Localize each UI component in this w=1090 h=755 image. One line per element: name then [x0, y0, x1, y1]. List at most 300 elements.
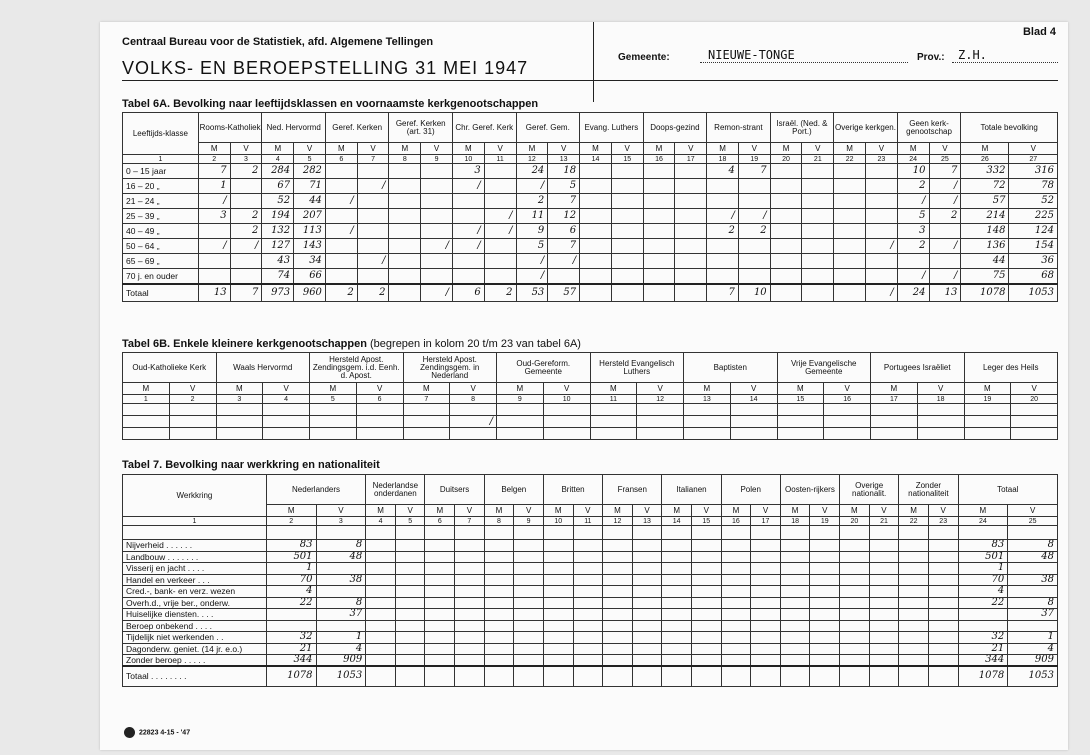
- count-cell: 2: [738, 224, 770, 239]
- count-cell: [637, 428, 684, 440]
- count-cell: [389, 254, 421, 269]
- count-cell: 18: [548, 164, 580, 179]
- blank-cell: [928, 586, 958, 598]
- blank-cell: [484, 620, 514, 632]
- blank-cell: [780, 643, 810, 655]
- age-class-label: 40 – 49 „: [123, 224, 199, 239]
- v-header: V: [751, 505, 781, 517]
- total-cell: [580, 284, 612, 302]
- blank-cell: [899, 620, 929, 632]
- total-cell: [1008, 563, 1058, 575]
- m-header: M: [389, 143, 421, 155]
- blank-cell: [366, 597, 396, 609]
- blank-cell: [514, 643, 544, 655]
- count-cell: 2: [707, 224, 739, 239]
- table-row: [123, 269, 1058, 284]
- blank-cell: [632, 655, 662, 667]
- blank-cell: [632, 609, 662, 621]
- col-number: 7: [403, 395, 450, 404]
- count-cell: 7: [929, 164, 961, 179]
- blank-cell: [573, 526, 603, 540]
- blank-cell: [455, 609, 485, 621]
- blank-cell: [395, 563, 425, 575]
- col-number: 24: [958, 517, 1008, 526]
- blank-cell: [721, 563, 751, 575]
- count-cell: [802, 194, 834, 209]
- blank-cell: [514, 563, 544, 575]
- blank-cell: [484, 597, 514, 609]
- v-header: V: [1008, 505, 1058, 517]
- col-number: 6: [425, 517, 455, 526]
- blank-cell: [455, 643, 485, 655]
- col-number: 23: [928, 517, 958, 526]
- total-cell: 1053: [1009, 284, 1058, 302]
- count-cell: 214: [961, 209, 1009, 224]
- werkkring-label: Zonder beroep . . . . .: [123, 655, 267, 667]
- col-number: 9: [421, 155, 453, 164]
- count-cell: 2: [516, 194, 548, 209]
- count-cell: [356, 428, 403, 440]
- blank-cell: [751, 620, 781, 632]
- count-cell: 52: [1009, 194, 1058, 209]
- col-number: 4: [263, 395, 310, 404]
- count-cell: [707, 254, 739, 269]
- count-cell: [484, 269, 516, 284]
- count-cell: [865, 269, 897, 284]
- col-header: Nederlanders: [266, 475, 365, 505]
- total-cell: 1: [958, 563, 1008, 575]
- blank-cell: [514, 597, 544, 609]
- col-number: 17: [871, 395, 918, 404]
- blank-cell: [395, 551, 425, 563]
- col-number: 20: [1011, 395, 1058, 404]
- count-cell: [730, 428, 777, 440]
- blank-cell: [395, 632, 425, 644]
- blank-cell: [780, 540, 810, 552]
- count-cell: [497, 416, 544, 428]
- m-header: M: [603, 505, 633, 517]
- blank-cell: [721, 586, 751, 598]
- count-cell: /: [707, 209, 739, 224]
- total-cell: 37: [1008, 609, 1058, 621]
- blank-cell: [780, 632, 810, 644]
- blank-cell: [573, 597, 603, 609]
- blank-cell: [840, 609, 870, 621]
- m-header: M: [310, 383, 357, 395]
- count-cell: [611, 224, 643, 239]
- table-row: [123, 209, 1058, 224]
- col-header: Totale bevolking: [961, 113, 1058, 143]
- m-header: M: [590, 383, 637, 395]
- count-cell: [357, 269, 389, 284]
- blank-cell: [691, 574, 721, 586]
- col-number: 10: [543, 395, 590, 404]
- count-cell: [389, 239, 421, 254]
- count-cell: [325, 179, 357, 194]
- count-cell: [484, 239, 516, 254]
- count-cell: 7: [198, 164, 230, 179]
- total-cell: 13: [198, 284, 230, 302]
- count-cell: [865, 179, 897, 194]
- blank-cell: [840, 666, 870, 686]
- count-cell: [123, 428, 170, 440]
- count-cell: 344: [266, 655, 316, 667]
- blank-cell: [721, 574, 751, 586]
- blank-cell: [869, 540, 899, 552]
- blank-cell: [721, 666, 751, 686]
- count-cell: [675, 224, 707, 239]
- v-header: V: [455, 505, 485, 517]
- blank-cell: [395, 574, 425, 586]
- blank-cell: [455, 526, 485, 540]
- count-cell: [421, 254, 453, 269]
- count-cell: [834, 179, 866, 194]
- count-cell: [580, 164, 612, 179]
- count-cell: [643, 224, 675, 239]
- blank-cell: [662, 526, 692, 540]
- blank-cell: [573, 563, 603, 575]
- count-cell: 225: [1009, 209, 1058, 224]
- count-cell: [643, 269, 675, 284]
- v-header: V: [316, 505, 366, 517]
- count-cell: /: [897, 194, 929, 209]
- table-row: [123, 563, 1058, 575]
- blank-cell: [662, 574, 692, 586]
- blank-cell: [425, 526, 455, 540]
- blank-cell: [721, 526, 751, 540]
- blank-cell: [366, 586, 396, 598]
- count-cell: /: [516, 179, 548, 194]
- count-cell: [637, 416, 684, 428]
- col-header: Polen: [721, 475, 780, 505]
- blank-cell: [662, 643, 692, 655]
- blank-cell: [751, 574, 781, 586]
- count-cell: 3: [897, 224, 929, 239]
- count-cell: [964, 428, 1011, 440]
- count-cell: 43: [262, 254, 294, 269]
- census-form-sheet: [100, 22, 1068, 750]
- count-cell: 2: [929, 209, 961, 224]
- col-number: 26: [961, 155, 1009, 164]
- count-cell: 52: [262, 194, 294, 209]
- col-number: 8: [389, 155, 421, 164]
- bureau-name: Centraal Bureau voor de Statistiek, afd. Algemene Tellingen: [122, 36, 434, 48]
- count-cell: [802, 209, 834, 224]
- blank-cell: [810, 666, 840, 686]
- col-number: 17: [751, 517, 781, 526]
- col-number: 19: [810, 517, 840, 526]
- count-cell: [643, 179, 675, 194]
- m-header: M: [662, 505, 692, 517]
- blank-cell: [662, 586, 692, 598]
- blank-cell: [484, 551, 514, 563]
- blank-cell: [425, 620, 455, 632]
- count-cell: [357, 164, 389, 179]
- m-header: M: [216, 383, 263, 395]
- blank-cell: [425, 563, 455, 575]
- count-cell: [684, 416, 731, 428]
- count-cell: [325, 269, 357, 284]
- blank-cell: [632, 526, 662, 540]
- col-number: 11: [484, 155, 516, 164]
- count-cell: [611, 269, 643, 284]
- count-cell: 154: [1009, 239, 1058, 254]
- blank-cell: [899, 643, 929, 655]
- blank-cell: [840, 551, 870, 563]
- m-header: M: [721, 505, 751, 517]
- table-row: [123, 179, 1058, 194]
- blank-cell: [810, 620, 840, 632]
- count-cell: [590, 416, 637, 428]
- count-cell: [421, 179, 453, 194]
- total-cell: 344: [958, 655, 1008, 667]
- count-cell: [316, 620, 366, 632]
- blank-cell: [395, 655, 425, 667]
- count-cell: [770, 209, 802, 224]
- count-cell: 24: [516, 164, 548, 179]
- count-cell: [484, 179, 516, 194]
- v-header: V: [484, 143, 516, 155]
- count-cell: [707, 194, 739, 209]
- blank-cell: [573, 655, 603, 667]
- blank-cell: [425, 574, 455, 586]
- table-row: [123, 254, 1058, 269]
- count-cell: [611, 254, 643, 269]
- col-header: Geref. Gem.: [516, 113, 580, 143]
- count-cell: [580, 224, 612, 239]
- m-header: M: [484, 505, 514, 517]
- count-cell: 284: [262, 164, 294, 179]
- m-header: M: [958, 505, 1008, 517]
- count-cell: /: [738, 209, 770, 224]
- blank-cell: [543, 609, 573, 621]
- count-cell: [611, 209, 643, 224]
- count-cell: [738, 194, 770, 209]
- col-number: 25: [929, 155, 961, 164]
- m-header: M: [403, 383, 450, 395]
- col-number: 14: [730, 395, 777, 404]
- col-header: Italianen: [662, 475, 721, 505]
- total-cell: 973: [262, 284, 294, 302]
- m-header: M: [425, 505, 455, 517]
- werkkring-label: Handel en verkeer . . .: [123, 574, 267, 586]
- count-cell: [770, 239, 802, 254]
- blank-cell: [928, 597, 958, 609]
- count-cell: [310, 428, 357, 440]
- count-cell: [738, 269, 770, 284]
- count-cell: /: [357, 179, 389, 194]
- blank-cell: [928, 609, 958, 621]
- col-header: Remon-strant: [707, 113, 771, 143]
- blank-cell: [395, 609, 425, 621]
- total-cell: 960: [294, 284, 326, 302]
- col-number: 27: [1009, 155, 1058, 164]
- col-number: 7: [455, 517, 485, 526]
- count-cell: [590, 428, 637, 440]
- table-row: [123, 620, 1058, 632]
- blank-cell: [691, 666, 721, 686]
- werkkring-label: Visserij en jacht . . . .: [123, 563, 267, 575]
- count-cell: [543, 428, 590, 440]
- v-header: V: [802, 143, 834, 155]
- col-header: Fransen: [603, 475, 662, 505]
- total-cell: 24: [897, 284, 929, 302]
- v-header: V: [929, 143, 961, 155]
- col-number: 23: [865, 155, 897, 164]
- blank-cell: [455, 540, 485, 552]
- blank-cell: [662, 551, 692, 563]
- table-row: [123, 597, 1058, 609]
- total-cell: 2: [484, 284, 516, 302]
- count-cell: [643, 164, 675, 179]
- blank-cell: [603, 609, 633, 621]
- blank-cell: [662, 609, 692, 621]
- table-row: [123, 239, 1058, 254]
- blank-cell: [266, 526, 316, 540]
- tabel7-table: [122, 474, 1058, 687]
- col-header: Geref. Kerken (art. 31): [389, 113, 453, 143]
- blank-cell: [721, 643, 751, 655]
- col-number: 12: [516, 155, 548, 164]
- blank-cell: [899, 597, 929, 609]
- blank-cell: [425, 632, 455, 644]
- count-cell: [824, 428, 871, 440]
- blank-cell: [751, 643, 781, 655]
- col-number: 1: [123, 395, 170, 404]
- v-header: V: [637, 383, 684, 395]
- blank-cell: [662, 666, 692, 686]
- count-cell: [450, 404, 497, 416]
- count-cell: /: [929, 194, 961, 209]
- blank-cell: [573, 632, 603, 644]
- count-cell: 1: [316, 632, 366, 644]
- count-cell: [824, 416, 871, 428]
- col-number: 13: [548, 155, 580, 164]
- count-cell: [637, 404, 684, 416]
- count-cell: 36: [1009, 254, 1058, 269]
- total-cell: 1053: [1008, 666, 1058, 686]
- count-cell: [738, 254, 770, 269]
- blank-cell: [869, 551, 899, 563]
- col-number: 15: [691, 517, 721, 526]
- count-cell: /: [929, 179, 961, 194]
- count-cell: 22: [266, 597, 316, 609]
- total-cell: 13: [929, 284, 961, 302]
- blank-cell: [691, 655, 721, 667]
- blank-cell: [425, 551, 455, 563]
- count-cell: [738, 179, 770, 194]
- count-cell: [802, 239, 834, 254]
- count-cell: [865, 194, 897, 209]
- blank-cell: [366, 620, 396, 632]
- count-cell: 132: [262, 224, 294, 239]
- blank-cell: [573, 643, 603, 655]
- m-header: M: [198, 143, 230, 155]
- print-code: 22823 4-15 - '47: [124, 727, 190, 738]
- count-cell: [230, 254, 262, 269]
- count-cell: 71: [294, 179, 326, 194]
- blank-cell: [751, 597, 781, 609]
- count-cell: 37: [316, 609, 366, 621]
- blank-cell: [810, 551, 840, 563]
- count-cell: [450, 428, 497, 440]
- blank-cell: [543, 540, 573, 552]
- count-cell: [452, 269, 484, 284]
- count-cell: [356, 416, 403, 428]
- v-header: V: [356, 383, 403, 395]
- v-header: V: [869, 505, 899, 517]
- blank-cell: [780, 586, 810, 598]
- col-number: 15: [777, 395, 824, 404]
- blank-cell: [928, 526, 958, 540]
- werkkring-label: Huiselijke diensten. . . .: [123, 609, 267, 621]
- m-header: M: [684, 383, 731, 395]
- form-title: VOLKS- EN BEROEPSTELLING 31 MEI 1947: [122, 58, 529, 78]
- count-cell: [169, 416, 216, 428]
- blank-cell: [366, 609, 396, 621]
- header-rule: [122, 80, 1058, 81]
- total-cell: 70: [958, 574, 1008, 586]
- blank-cell: [603, 643, 633, 655]
- count-cell: [316, 586, 366, 598]
- count-cell: 8: [316, 540, 366, 552]
- count-cell: [929, 224, 961, 239]
- blank-cell: [425, 586, 455, 598]
- count-cell: [777, 404, 824, 416]
- blank-cell: [780, 563, 810, 575]
- count-cell: [770, 194, 802, 209]
- col-header: Nederlandse onderdanen: [366, 475, 425, 505]
- count-cell: [865, 209, 897, 224]
- blank-cell: [514, 586, 544, 598]
- count-cell: [389, 209, 421, 224]
- col-header: Vrije Evangelische Gemeente: [777, 353, 871, 383]
- table-row: [123, 643, 1058, 655]
- blank-cell: [840, 563, 870, 575]
- werkkring-label: Overh.d., vrije ber., onderw.: [123, 597, 267, 609]
- col-number: 5: [294, 155, 326, 164]
- blank-cell: [573, 540, 603, 552]
- count-cell: [389, 269, 421, 284]
- count-cell: [834, 164, 866, 179]
- count-cell: 75: [961, 269, 1009, 284]
- m-header: M: [964, 383, 1011, 395]
- count-cell: [929, 254, 961, 269]
- count-cell: [675, 254, 707, 269]
- m-header: M: [516, 143, 548, 155]
- table-row: [123, 164, 1058, 179]
- count-cell: [356, 404, 403, 416]
- blank-cell: [810, 632, 840, 644]
- blank-cell: [573, 586, 603, 598]
- count-cell: [216, 428, 263, 440]
- v-header: V: [810, 505, 840, 517]
- count-cell: [230, 269, 262, 284]
- count-cell: [169, 404, 216, 416]
- blank-cell: [632, 632, 662, 644]
- col-number: 9: [497, 395, 544, 404]
- col-number: 18: [707, 155, 739, 164]
- total-label: Totaal: [123, 284, 199, 302]
- count-cell: [316, 563, 366, 575]
- count-cell: 2: [897, 239, 929, 254]
- blank-cell: [869, 666, 899, 686]
- blank-cell: [899, 574, 929, 586]
- m-header: M: [899, 505, 929, 517]
- m-header: M: [497, 383, 544, 395]
- col-number: 16: [721, 517, 751, 526]
- col-header: Leeftijds-klasse: [123, 113, 199, 155]
